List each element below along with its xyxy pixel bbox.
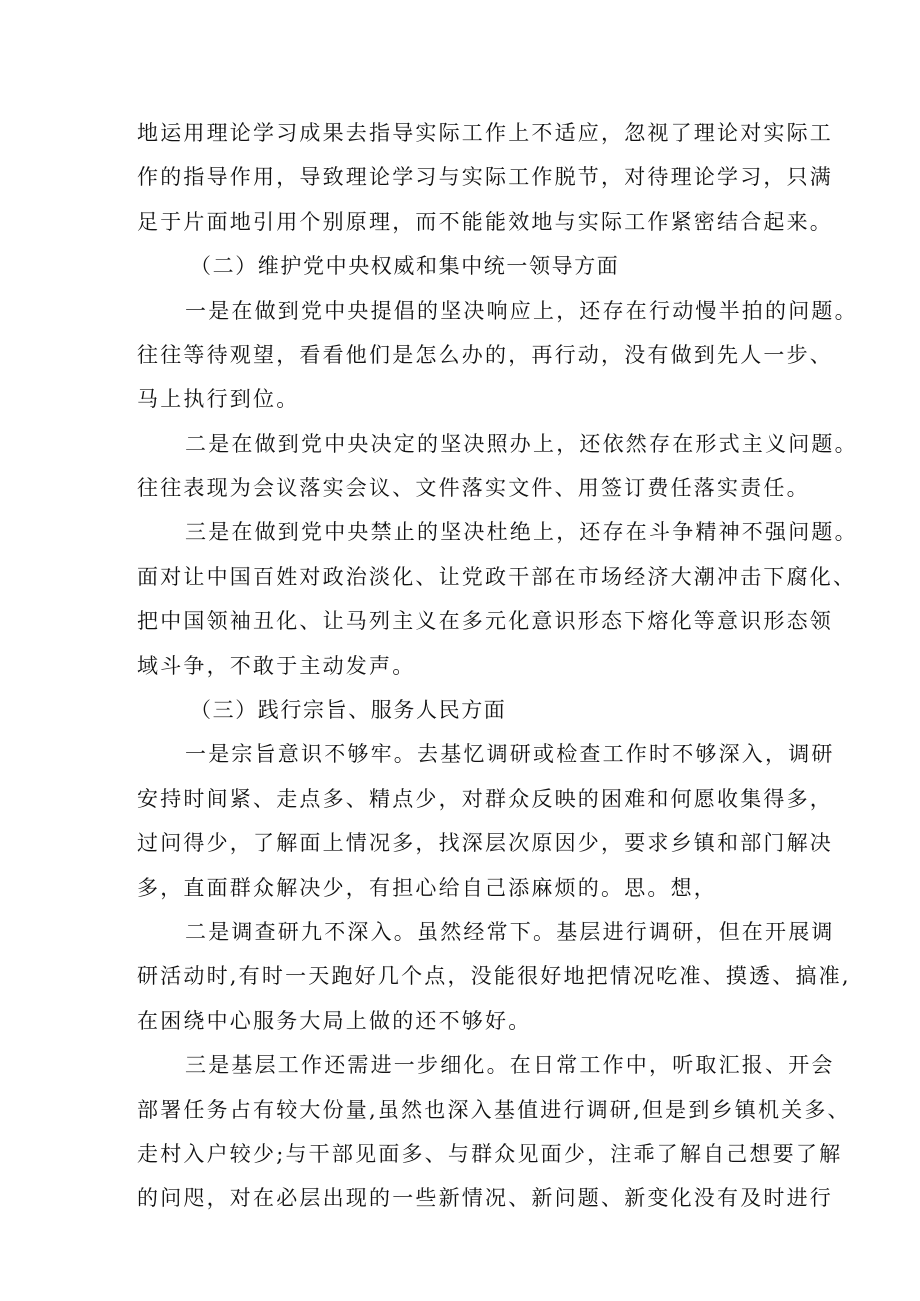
paragraph-line: 一是宗旨意识不够牢。去基忆调研或检查工作时不够深入，调研 xyxy=(185,742,835,766)
text-line: 在困绕中心服务大局上做的还不够好。 xyxy=(137,1009,532,1033)
text-line: 研活动时,有时一天跑好几个点，没能很好地把情况吃准、摸透、搞准, xyxy=(137,964,851,988)
text-line: 部署任务占有较大份量,虽然也深入基值进行调研,但是到乡镇机关多、 xyxy=(137,1098,851,1122)
section-heading-2: （二）维护党中央权威和集中统一领导方面 xyxy=(190,254,620,278)
paragraph-line: 三是在做到党中央禁止的坚决杜绝上，还存在斗争精神不强问题。 xyxy=(185,520,858,544)
text-line: 地运用理论学习成果去指导实际工作上不适应，忽视了理论对实际工 xyxy=(137,121,833,145)
text-line: 往往表现为会议落实会议、文件落实文件、用签订费任落实责任。 xyxy=(137,476,810,500)
text-line: 多，直面群众解决少，有担心给自己添麻烦的。思。想， xyxy=(137,876,717,900)
text-line: 作的指导作用，导致理论学习与实际工作脱节，对待理论学习，只满 xyxy=(137,165,833,189)
text-line: 往往等待观望，看看他们是怎么办的，再行动，没有做到先人一步、 xyxy=(137,343,833,367)
text-line: 面对让中国百姓对政治淡化、让党政干部在市场经济大潮冲击下腐化、 xyxy=(137,565,857,589)
text-line: 把中国领袖丑化、让马列主义在多元化意识形态下熔化等意识形态领 xyxy=(137,609,833,633)
text-line: 的问咫，对在必层出现的一些新情况、新问题、新变化没有及时进行 xyxy=(137,1186,833,1210)
section-heading-3: （三）践行宗旨、服务人民方面 xyxy=(190,698,507,722)
text-line: 域斗争，不敢于主动发声。 xyxy=(137,654,416,678)
paragraph-line: 二是在做到党中央决定的坚决照办上，还依然存在形式主义问题。 xyxy=(185,432,858,456)
paragraph-line: 三是基层工作还需进一步细化。在日常工作中，听取汇报、开会 xyxy=(185,1053,835,1077)
text-line: 走村入户较少;与干部见面多、与群众见面少，注乖了解自己想要了解 xyxy=(137,1142,843,1166)
paragraph-line: 二是调查研九不深入。虽然经常下。基层进行调研，但在开展调 xyxy=(185,920,835,944)
text-line: 过问得少，了解面上情况多，找深层次原因少，要求乡镇和部门解决 xyxy=(137,831,833,855)
text-line: 安持时间紧、走点多、精点少，对群众反映的困难和何愿收集得多， xyxy=(137,787,833,811)
text-line: 马上执行到位。 xyxy=(137,387,300,411)
text-line: 足于片面地引用个别原理，而不能能效地与实际工作紧密结合起来。 xyxy=(137,210,833,234)
paragraph-line: 一是在做到党中央提倡的坚决响应上，还存在行动慢半拍的问题。 xyxy=(185,299,858,323)
